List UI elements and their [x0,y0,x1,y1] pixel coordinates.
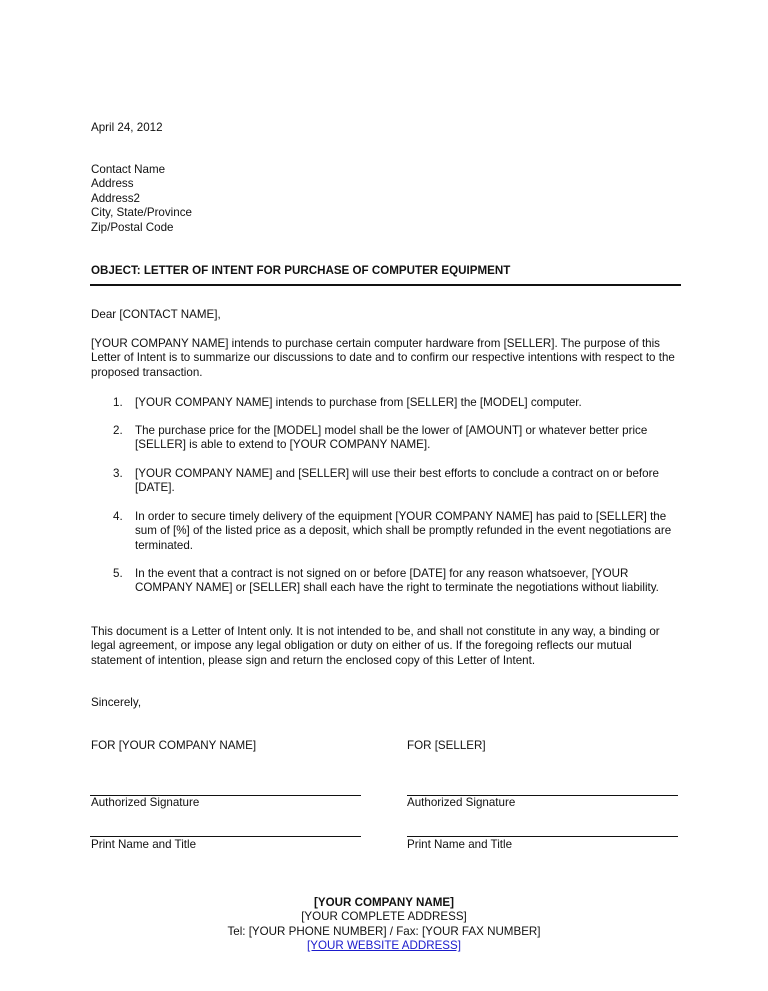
list-item [91,467,681,496]
footer-website-link[interactable]: [YOUR WEBSITE ADDRESS] [307,939,461,953]
list-item-text: [YOUR COMPANY NAME] intends to purchase from [SELLER] the [MODEL] computer. [135,396,582,409]
closing-paragraph: This document is a Letter of Intent only. It is not intended to be, and shall not constitute in any way, a binding or legal agreement, or impose any legal obligation or duty on either of us. If the foregoing reflects our mutual statement of intention, please sign and return the enclosed copy of this Letter of Intent. [91,625,660,667]
salutation: Dear [CONTACT NAME], [91,308,221,321]
footer-address: [YOUR COMPLETE ADDRESS] [301,910,467,924]
authorized-signature-label: Authorized Signature [407,796,516,809]
signature-party-left: FOR [YOUR COMPANY NAME] [91,739,257,752]
print-name-line [90,836,361,837]
sign-off: Sincerely, [91,696,142,709]
intro-paragraph: [YOUR COMPANY NAME] intends to purchase certain computer hardware from [SELLER]. The purpose of this Letter of Intent is to summarize our discussions to date and to confirm our respective intentions with respect to the proposed transaction. [91,337,675,379]
footer-contact: Tel: [YOUR PHONE NUMBER] / Fax: [YOUR FAX NUMBER] [227,924,541,938]
list-item-text: In order to secure timely delivery of the equipment [YOUR COMPANY NAME] has paid to [SELLER] the sum of [%] of the listed price as a deposit, which shall be promptly refunded in the event negotiations are terminated. [135,510,672,552]
list-item-number: 5. [113,567,123,580]
list-item [91,396,681,410]
subject-divider [90,284,681,286]
list-item [91,567,681,596]
print-name-label: Print Name and Title [91,838,197,851]
address-line: Contact Name [91,163,166,176]
list-item [91,510,681,553]
signature-party-right: FOR [SELLER] [407,739,486,752]
address-line: Address2 [91,191,140,205]
footer-company: [YOUR COMPANY NAME] [314,896,454,909]
address-line: City, State/Province [91,206,192,220]
letterhead-footer [0,896,768,954]
print-name-label: Print Name and Title [407,838,513,851]
list-item-text: In the event that a contract is not signed on or before [DATE] for any reason whatsoever, [YOUR COMPANY NAME] or [SELLER] shall each have the right to terminate the negotiations without liability. [135,567,659,595]
list-item-text: [YOUR COMPANY NAME] and [SELLER] will use their best efforts to conclude a contract on or before [DATE]. [135,467,659,495]
letter-subject: OBJECT: LETTER OF INTENT FOR PURCHASE OF COMPUTER EQUIPMENT [91,264,511,277]
print-name-line [407,836,678,837]
address-line: Address [91,177,134,191]
list-item-number: 2. [113,424,123,437]
list-item-number: 4. [113,510,123,523]
address-line: Zip/Postal Code [91,220,174,234]
list-item-number: 1. [113,396,123,409]
list-item [91,424,681,453]
letter-date: April 24, 2012 [91,121,163,134]
list-item-text: The purchase price for the [MODEL] model shall be the lower of [AMOUNT] or whatever better price [SELLER] is able to extend to [YOUR COMPANY NAME]. [135,424,648,452]
recipient-address [91,163,192,235]
authorized-signature-label: Authorized Signature [91,796,200,809]
list-item-number: 3. [113,467,123,480]
